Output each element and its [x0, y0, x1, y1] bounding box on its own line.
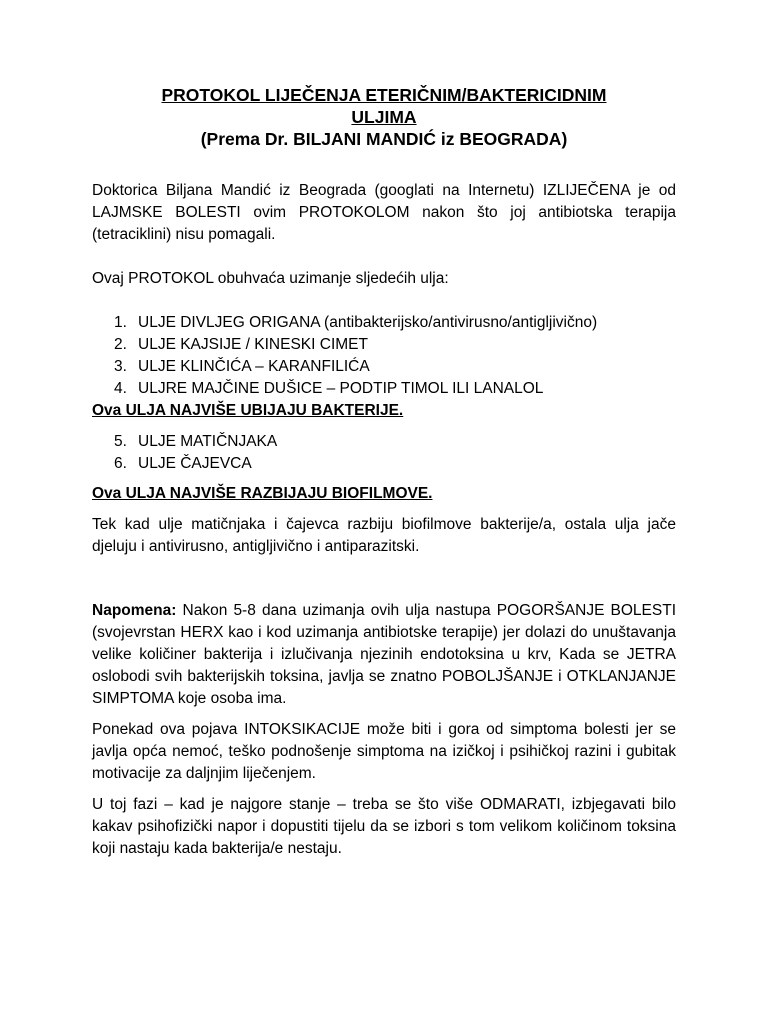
list-item [92, 431, 676, 453]
list-item-number: 2. [114, 336, 127, 353]
document-page [92, 84, 676, 860]
title-line-2: ULJIMA [351, 107, 417, 127]
oil-list-2 [92, 431, 676, 475]
list-item [92, 378, 676, 400]
list-item-number: 1. [114, 314, 127, 331]
heading-biofilm-wrap [92, 483, 676, 505]
heading-kill-bacteria: Ova ULJA NAJVIŠE UBIJAJU BAKTERIJE. [92, 402, 404, 419]
note-label: Napomena: [92, 602, 177, 619]
biofilm-paragraph: Tek kad ulje matičnjaka i čajevca razbiju biofilmove bakterije/a, ostala ulja jače djeluju i antivirusno, antigljivično i antiparazitski. [92, 516, 676, 555]
list-item [92, 453, 676, 475]
list-item-number: 6. [114, 455, 127, 472]
list-item-text: ULJE MATIČNJAKA [138, 433, 278, 450]
list-item [92, 312, 676, 334]
heading-kill-bacteria-wrap [92, 400, 676, 422]
list-item-text: ULJE KAJSIJE / KINESKI CIMET [138, 336, 368, 353]
rest-paragraph: U toj fazi – kad je najgore stanje – treba se što više ODMARATI, izbjegavati bilo kakav psihofizički napor i dopustiti tijelu da se izbori s tom velikom količinom toksina koji nastaju kada bakterija/e nestaju. [92, 796, 676, 857]
document-title [92, 84, 676, 150]
note-paragraph [92, 600, 676, 710]
list-item [92, 334, 676, 356]
list-item [92, 356, 676, 378]
list-item-text: ULJRE MAJČINE DUŠICE – PODTIP TIMOL ILI LANALOL [138, 380, 544, 397]
title-line-1: PROTOKOL LIJEČENJA ETERIČNIM/BAKTERICIDNIM [161, 85, 607, 105]
intro-paragraph: Doktorica Biljana Mandić iz Beograda (googlati na Internetu) IZLIJEČENA je od LAJMSKE BOLESTI ovim PROTOKOLOM nakon što joj antibiotska terapija (tetraciklini) nisu pomagali. [92, 182, 676, 243]
note-text: Nakon 5-8 dana uzimanja ovih ulja nastupa POGORŠANJE BOLESTI (svojevrstan HERX kao i kod uzimanja antibiotske terapije) jer dolazi do unuštavanja velike količiner bakterija i izlučivanja njezinih endotoksina u krv, Kada se JETRA oslobodi svih bakterijskih toksina, javlja se znatno POBOLJŠANJE i OTKLANJANJE SIMPTOMA koje osoba ima. [92, 602, 676, 707]
list-item-number: 3. [114, 358, 127, 375]
list-item-text: ULJE DIVLJEG ORIGANA (antibakterijsko/antivirusno/antigljivično) [138, 314, 598, 331]
intoxication-paragraph: Ponekad ova pojava INTOKSIKACIJE može biti i gora od simptoma bolesti jer se javlja opća nemoć, teško podnošenje simptoma na izičkoj i psihičkoj razini i gubitak motivacije za daljnjim liječenjem. [92, 721, 676, 782]
list-item-text: ULJE ČAJEVCA [138, 455, 252, 472]
list-item-text: ULJE KLINČIĆA – KARANFILIĆA [138, 358, 370, 375]
title-line-3: (Prema Dr. BILJANI MANDIĆ iz BEOGRADA) [200, 129, 568, 149]
oil-list-1 [92, 312, 676, 400]
list-item-number: 4. [114, 380, 127, 397]
list-item-number: 5. [114, 433, 127, 450]
heading-biofilm: Ova ULJA NAJVIŠE RAZBIJAJU BIOFILMOVE. [92, 485, 433, 502]
protocol-lead: Ovaj PROTOKOL obuhvaća uzimanje sljedećih ulja: [92, 270, 449, 287]
